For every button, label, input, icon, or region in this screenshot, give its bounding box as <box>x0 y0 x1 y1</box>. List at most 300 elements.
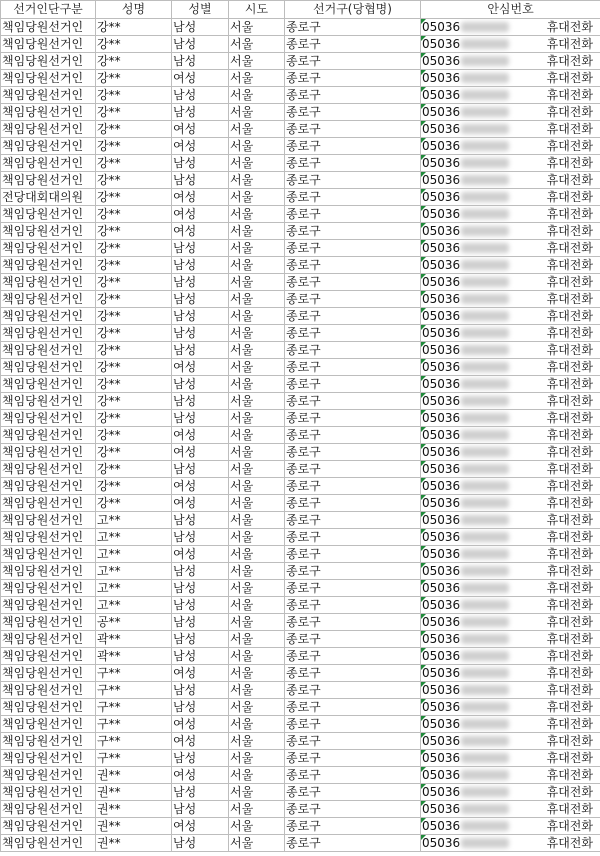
cell-gender[interactable]: 남성 <box>172 682 229 699</box>
cell-voter-type[interactable]: 책임당원선거인 <box>1 121 96 138</box>
cell-city[interactable]: 서울 <box>229 274 285 291</box>
cell-gender[interactable]: 남성 <box>172 512 229 529</box>
cell-voter-type[interactable]: 책임당원선거인 <box>1 223 96 240</box>
cell-safe-number[interactable] <box>421 529 600 546</box>
cell-voter-type[interactable]: 책임당원선거인 <box>1 461 96 478</box>
cell-district[interactable]: 종로구 <box>285 19 421 36</box>
cell-name[interactable]: 권** <box>96 818 172 835</box>
cell-name[interactable]: 강** <box>96 376 172 393</box>
cell-district[interactable]: 종로구 <box>285 53 421 70</box>
cell-city[interactable]: 서울 <box>229 172 285 189</box>
cell-district[interactable]: 종로구 <box>285 36 421 53</box>
cell-gender[interactable]: 남성 <box>172 325 229 342</box>
cell-gender[interactable]: 남성 <box>172 835 229 852</box>
cell-safe-number[interactable] <box>421 665 600 682</box>
cell-safe-number[interactable] <box>421 342 600 359</box>
cell-safe-number[interactable] <box>421 240 600 257</box>
cell-gender[interactable]: 남성 <box>172 461 229 478</box>
cell-city[interactable]: 서울 <box>229 750 285 767</box>
cell-gender[interactable]: 남성 <box>172 750 229 767</box>
cell-district[interactable]: 종로구 <box>285 138 421 155</box>
cell-district[interactable]: 종로구 <box>285 70 421 87</box>
cell-district[interactable]: 종로구 <box>285 223 421 240</box>
cell-safe-number[interactable] <box>421 104 600 121</box>
cell-name[interactable]: 구** <box>96 750 172 767</box>
cell-gender[interactable]: 남성 <box>172 410 229 427</box>
cell-gender[interactable]: 남성 <box>172 342 229 359</box>
cell-gender[interactable]: 여성 <box>172 121 229 138</box>
cell-name[interactable]: 강** <box>96 478 172 495</box>
cell-name[interactable]: 강** <box>96 155 172 172</box>
cell-city[interactable]: 서울 <box>229 53 285 70</box>
cell-name[interactable]: 강** <box>96 308 172 325</box>
cell-gender[interactable]: 여성 <box>172 359 229 376</box>
cell-safe-number[interactable] <box>421 546 600 563</box>
cell-voter-type[interactable]: 책임당원선거인 <box>1 240 96 257</box>
cell-name[interactable]: 강** <box>96 444 172 461</box>
cell-name[interactable]: 권** <box>96 767 172 784</box>
cell-safe-number[interactable] <box>421 70 600 87</box>
cell-gender[interactable]: 남성 <box>172 648 229 665</box>
cell-district[interactable]: 종로구 <box>285 291 421 308</box>
cell-name[interactable]: 곽** <box>96 631 172 648</box>
cell-district[interactable]: 종로구 <box>285 121 421 138</box>
cell-city[interactable]: 서울 <box>229 342 285 359</box>
cell-name[interactable]: 강** <box>96 257 172 274</box>
header-district[interactable]: 선거구(당협명) <box>285 1 421 19</box>
cell-gender[interactable]: 여성 <box>172 478 229 495</box>
cell-voter-type[interactable]: 책임당원선거인 <box>1 682 96 699</box>
cell-safe-number[interactable] <box>421 427 600 444</box>
cell-district[interactable]: 종로구 <box>285 512 421 529</box>
cell-name[interactable]: 권** <box>96 784 172 801</box>
cell-city[interactable]: 서울 <box>229 614 285 631</box>
cell-safe-number[interactable] <box>421 699 600 716</box>
cell-name[interactable]: 강** <box>96 87 172 104</box>
cell-name[interactable]: 권** <box>96 835 172 852</box>
cell-safe-number[interactable] <box>421 563 600 580</box>
cell-gender[interactable]: 남성 <box>172 155 229 172</box>
cell-name[interactable]: 고** <box>96 512 172 529</box>
cell-district[interactable]: 종로구 <box>285 376 421 393</box>
cell-safe-number[interactable] <box>421 410 600 427</box>
cell-city[interactable]: 서울 <box>229 699 285 716</box>
cell-gender[interactable]: 남성 <box>172 36 229 53</box>
cell-gender[interactable]: 여성 <box>172 767 229 784</box>
cell-safe-number[interactable] <box>421 155 600 172</box>
cell-gender[interactable]: 남성 <box>172 257 229 274</box>
cell-voter-type[interactable]: 책임당원선거인 <box>1 801 96 818</box>
cell-voter-type[interactable]: 책임당원선거인 <box>1 291 96 308</box>
cell-name[interactable]: 강** <box>96 240 172 257</box>
cell-gender[interactable]: 남성 <box>172 801 229 818</box>
cell-city[interactable]: 서울 <box>229 155 285 172</box>
cell-city[interactable]: 서울 <box>229 393 285 410</box>
cell-name[interactable]: 구** <box>96 733 172 750</box>
cell-district[interactable]: 종로구 <box>285 308 421 325</box>
cell-city[interactable]: 서울 <box>229 818 285 835</box>
cell-name[interactable]: 강** <box>96 138 172 155</box>
cell-district[interactable]: 종로구 <box>285 172 421 189</box>
cell-city[interactable]: 서울 <box>229 580 285 597</box>
cell-voter-type[interactable]: 책임당원선거인 <box>1 563 96 580</box>
cell-city[interactable]: 서울 <box>229 308 285 325</box>
cell-safe-number[interactable] <box>421 801 600 818</box>
cell-gender[interactable]: 여성 <box>172 189 229 206</box>
cell-name[interactable]: 고** <box>96 529 172 546</box>
cell-name[interactable]: 구** <box>96 716 172 733</box>
cell-city[interactable]: 서울 <box>229 801 285 818</box>
cell-name[interactable]: 권** <box>96 801 172 818</box>
cell-voter-type[interactable]: 책임당원선거인 <box>1 478 96 495</box>
cell-voter-type[interactable]: 책임당원선거인 <box>1 393 96 410</box>
cell-city[interactable]: 서울 <box>229 257 285 274</box>
cell-safe-number[interactable] <box>421 291 600 308</box>
cell-city[interactable]: 서울 <box>229 189 285 206</box>
cell-city[interactable]: 서울 <box>229 223 285 240</box>
cell-gender[interactable]: 여성 <box>172 138 229 155</box>
cell-city[interactable]: 서울 <box>229 444 285 461</box>
cell-district[interactable]: 종로구 <box>285 393 421 410</box>
cell-safe-number[interactable] <box>421 597 600 614</box>
cell-voter-type[interactable]: 책임당원선거인 <box>1 716 96 733</box>
cell-district[interactable]: 종로구 <box>285 750 421 767</box>
cell-city[interactable]: 서울 <box>229 19 285 36</box>
cell-gender[interactable]: 남성 <box>172 597 229 614</box>
cell-safe-number[interactable] <box>421 648 600 665</box>
cell-gender[interactable]: 남성 <box>172 563 229 580</box>
cell-voter-type[interactable]: 책임당원선거인 <box>1 70 96 87</box>
cell-gender[interactable]: 여성 <box>172 70 229 87</box>
cell-name[interactable]: 강** <box>96 19 172 36</box>
cell-voter-type[interactable]: 책임당원선거인 <box>1 257 96 274</box>
cell-name[interactable]: 강** <box>96 104 172 121</box>
cell-gender[interactable]: 남성 <box>172 308 229 325</box>
cell-city[interactable]: 서울 <box>229 291 285 308</box>
cell-gender[interactable]: 여성 <box>172 546 229 563</box>
cell-city[interactable]: 서울 <box>229 104 285 121</box>
cell-safe-number[interactable] <box>421 325 600 342</box>
cell-voter-type[interactable]: 책임당원선거인 <box>1 427 96 444</box>
cell-gender[interactable]: 여성 <box>172 733 229 750</box>
cell-district[interactable]: 종로구 <box>285 682 421 699</box>
cell-gender[interactable]: 여성 <box>172 206 229 223</box>
cell-safe-number[interactable] <box>421 393 600 410</box>
cell-voter-type[interactable]: 책임당원선거인 <box>1 580 96 597</box>
cell-gender[interactable]: 남성 <box>172 529 229 546</box>
cell-district[interactable]: 종로구 <box>285 325 421 342</box>
cell-district[interactable]: 종로구 <box>285 563 421 580</box>
cell-city[interactable]: 서울 <box>229 461 285 478</box>
cell-city[interactable]: 서울 <box>229 546 285 563</box>
cell-city[interactable]: 서울 <box>229 495 285 512</box>
cell-name[interactable]: 구** <box>96 665 172 682</box>
cell-city[interactable]: 서울 <box>229 240 285 257</box>
cell-district[interactable]: 종로구 <box>285 478 421 495</box>
cell-voter-type[interactable]: 책임당원선거인 <box>1 529 96 546</box>
cell-safe-number[interactable] <box>421 580 600 597</box>
cell-gender[interactable]: 남성 <box>172 240 229 257</box>
cell-district[interactable]: 종로구 <box>285 444 421 461</box>
cell-name[interactable]: 고** <box>96 563 172 580</box>
header-voter-type[interactable]: 선거인단구분 <box>1 1 96 19</box>
cell-district[interactable]: 종로구 <box>285 767 421 784</box>
cell-district[interactable]: 종로구 <box>285 784 421 801</box>
cell-city[interactable]: 서울 <box>229 597 285 614</box>
cell-name[interactable]: 강** <box>96 53 172 70</box>
cell-voter-type[interactable]: 책임당원선거인 <box>1 308 96 325</box>
cell-name[interactable]: 강** <box>96 342 172 359</box>
cell-city[interactable]: 서울 <box>229 682 285 699</box>
cell-safe-number[interactable] <box>421 87 600 104</box>
cell-city[interactable]: 서울 <box>229 665 285 682</box>
cell-safe-number[interactable] <box>421 733 600 750</box>
cell-name[interactable]: 고** <box>96 546 172 563</box>
cell-gender[interactable]: 남성 <box>172 104 229 121</box>
cell-name[interactable]: 구** <box>96 699 172 716</box>
cell-city[interactable]: 서울 <box>229 767 285 784</box>
cell-name[interactable]: 강** <box>96 495 172 512</box>
cell-district[interactable]: 종로구 <box>285 818 421 835</box>
cell-district[interactable]: 종로구 <box>285 716 421 733</box>
cell-voter-type[interactable]: 책임당원선거인 <box>1 733 96 750</box>
cell-city[interactable]: 서울 <box>229 325 285 342</box>
cell-voter-type[interactable]: 책임당원선거인 <box>1 104 96 121</box>
cell-safe-number[interactable] <box>421 614 600 631</box>
cell-safe-number[interactable] <box>421 818 600 835</box>
cell-city[interactable]: 서울 <box>229 563 285 580</box>
cell-city[interactable]: 서울 <box>229 138 285 155</box>
cell-name[interactable]: 강** <box>96 189 172 206</box>
cell-safe-number[interactable] <box>421 444 600 461</box>
cell-name[interactable]: 강** <box>96 325 172 342</box>
cell-district[interactable]: 종로구 <box>285 274 421 291</box>
cell-name[interactable]: 강** <box>96 223 172 240</box>
cell-voter-type[interactable]: 책임당원선거인 <box>1 648 96 665</box>
cell-voter-type[interactable]: 책임당원선거인 <box>1 665 96 682</box>
cell-district[interactable]: 종로구 <box>285 461 421 478</box>
cell-name[interactable]: 곽** <box>96 648 172 665</box>
cell-voter-type[interactable]: 책임당원선거인 <box>1 699 96 716</box>
cell-safe-number[interactable] <box>421 478 600 495</box>
cell-voter-type[interactable]: 책임당원선거인 <box>1 495 96 512</box>
cell-voter-type[interactable]: 책임당원선거인 <box>1 750 96 767</box>
cell-city[interactable]: 서울 <box>229 376 285 393</box>
cell-gender[interactable]: 여성 <box>172 427 229 444</box>
header-safe-number[interactable]: 안심번호 <box>421 1 600 19</box>
cell-gender[interactable]: 남성 <box>172 631 229 648</box>
cell-name[interactable]: 공** <box>96 614 172 631</box>
cell-safe-number[interactable] <box>421 138 600 155</box>
cell-voter-type[interactable]: 책임당원선거인 <box>1 53 96 70</box>
cell-name[interactable]: 강** <box>96 410 172 427</box>
cell-city[interactable]: 서울 <box>229 648 285 665</box>
header-city[interactable]: 시도 <box>229 1 285 19</box>
cell-voter-type[interactable]: 책임당원선거인 <box>1 274 96 291</box>
cell-voter-type[interactable]: 책임당원선거인 <box>1 410 96 427</box>
cell-district[interactable]: 종로구 <box>285 359 421 376</box>
cell-district[interactable]: 종로구 <box>285 597 421 614</box>
cell-voter-type[interactable]: 책임당원선거인 <box>1 512 96 529</box>
cell-district[interactable]: 종로구 <box>285 665 421 682</box>
cell-city[interactable]: 서울 <box>229 121 285 138</box>
header-name[interactable]: 성명 <box>96 1 172 19</box>
cell-gender[interactable]: 여성 <box>172 223 229 240</box>
cell-district[interactable]: 종로구 <box>285 546 421 563</box>
cell-voter-type[interactable]: 책임당원선거인 <box>1 19 96 36</box>
cell-district[interactable]: 종로구 <box>285 104 421 121</box>
cell-safe-number[interactable] <box>421 308 600 325</box>
cell-safe-number[interactable] <box>421 359 600 376</box>
cell-district[interactable]: 종로구 <box>285 189 421 206</box>
cell-safe-number[interactable] <box>421 223 600 240</box>
cell-gender[interactable]: 남성 <box>172 172 229 189</box>
cell-district[interactable]: 종로구 <box>285 495 421 512</box>
cell-name[interactable]: 강** <box>96 291 172 308</box>
cell-name[interactable]: 강** <box>96 393 172 410</box>
cell-voter-type[interactable]: 책임당원선거인 <box>1 359 96 376</box>
cell-safe-number[interactable] <box>421 53 600 70</box>
cell-district[interactable]: 종로구 <box>285 206 421 223</box>
cell-city[interactable]: 서울 <box>229 359 285 376</box>
cell-voter-type[interactable]: 책임당원선거인 <box>1 376 96 393</box>
cell-gender[interactable]: 여성 <box>172 665 229 682</box>
cell-gender[interactable]: 남성 <box>172 393 229 410</box>
cell-district[interactable]: 종로구 <box>285 801 421 818</box>
cell-city[interactable]: 서울 <box>229 716 285 733</box>
cell-gender[interactable]: 남성 <box>172 699 229 716</box>
cell-voter-type[interactable]: 책임당원선거인 <box>1 325 96 342</box>
cell-city[interactable]: 서울 <box>229 410 285 427</box>
cell-city[interactable]: 서울 <box>229 784 285 801</box>
cell-name[interactable]: 강** <box>96 172 172 189</box>
cell-safe-number[interactable] <box>421 512 600 529</box>
cell-safe-number[interactable] <box>421 495 600 512</box>
cell-district[interactable]: 종로구 <box>285 427 421 444</box>
cell-city[interactable]: 서울 <box>229 631 285 648</box>
cell-voter-type[interactable]: 책임당원선거인 <box>1 835 96 852</box>
cell-district[interactable]: 종로구 <box>285 529 421 546</box>
cell-district[interactable]: 종로구 <box>285 240 421 257</box>
cell-gender[interactable]: 여성 <box>172 716 229 733</box>
cell-safe-number[interactable] <box>421 189 600 206</box>
cell-city[interactable]: 서울 <box>229 36 285 53</box>
cell-voter-type[interactable]: 책임당원선거인 <box>1 342 96 359</box>
cell-name[interactable]: 강** <box>96 70 172 87</box>
cell-gender[interactable]: 남성 <box>172 376 229 393</box>
cell-city[interactable]: 서울 <box>229 512 285 529</box>
cell-safe-number[interactable] <box>421 461 600 478</box>
cell-gender[interactable]: 여성 <box>172 818 229 835</box>
cell-district[interactable]: 종로구 <box>285 342 421 359</box>
cell-name[interactable]: 고** <box>96 597 172 614</box>
cell-district[interactable]: 종로구 <box>285 580 421 597</box>
cell-gender[interactable]: 남성 <box>172 274 229 291</box>
cell-safe-number[interactable] <box>421 716 600 733</box>
cell-voter-type[interactable]: 책임당원선거인 <box>1 631 96 648</box>
cell-safe-number[interactable] <box>421 376 600 393</box>
cell-safe-number[interactable] <box>421 257 600 274</box>
cell-safe-number[interactable] <box>421 750 600 767</box>
cell-city[interactable]: 서울 <box>229 478 285 495</box>
header-gender[interactable]: 성별 <box>172 1 229 19</box>
cell-voter-type[interactable]: 책임당원선거인 <box>1 767 96 784</box>
cell-safe-number[interactable] <box>421 206 600 223</box>
cell-city[interactable]: 서울 <box>229 733 285 750</box>
cell-name[interactable]: 강** <box>96 121 172 138</box>
cell-district[interactable]: 종로구 <box>285 835 421 852</box>
cell-district[interactable]: 종로구 <box>285 699 421 716</box>
cell-name[interactable]: 강** <box>96 36 172 53</box>
cell-voter-type[interactable]: 책임당원선거인 <box>1 597 96 614</box>
cell-district[interactable]: 종로구 <box>285 648 421 665</box>
cell-safe-number[interactable] <box>421 172 600 189</box>
cell-gender[interactable]: 여성 <box>172 495 229 512</box>
cell-safe-number[interactable] <box>421 19 600 36</box>
cell-district[interactable]: 종로구 <box>285 257 421 274</box>
cell-district[interactable]: 종로구 <box>285 410 421 427</box>
cell-voter-type[interactable]: 책임당원선거인 <box>1 36 96 53</box>
cell-city[interactable]: 서울 <box>229 427 285 444</box>
cell-voter-type[interactable]: 책임당원선거인 <box>1 155 96 172</box>
cell-voter-type[interactable]: 책임당원선거인 <box>1 784 96 801</box>
cell-city[interactable]: 서울 <box>229 87 285 104</box>
cell-safe-number[interactable] <box>421 121 600 138</box>
cell-district[interactable]: 종로구 <box>285 733 421 750</box>
cell-voter-type[interactable]: 책임당원선거인 <box>1 546 96 563</box>
cell-gender[interactable]: 여성 <box>172 444 229 461</box>
cell-gender[interactable]: 남성 <box>172 87 229 104</box>
cell-name[interactable]: 강** <box>96 359 172 376</box>
cell-name[interactable]: 강** <box>96 274 172 291</box>
cell-voter-type[interactable]: 책임당원선거인 <box>1 818 96 835</box>
cell-safe-number[interactable] <box>421 767 600 784</box>
cell-city[interactable]: 서울 <box>229 70 285 87</box>
cell-gender[interactable]: 남성 <box>172 614 229 631</box>
cell-name[interactable]: 강** <box>96 206 172 223</box>
cell-gender[interactable]: 남성 <box>172 291 229 308</box>
cell-voter-type[interactable]: 책임당원선거인 <box>1 614 96 631</box>
cell-safe-number[interactable] <box>421 274 600 291</box>
cell-gender[interactable]: 남성 <box>172 784 229 801</box>
cell-city[interactable]: 서울 <box>229 206 285 223</box>
cell-name[interactable]: 강** <box>96 427 172 444</box>
cell-voter-type[interactable]: 전당대회대의원 <box>1 189 96 206</box>
cell-city[interactable]: 서울 <box>229 835 285 852</box>
cell-name[interactable]: 강** <box>96 461 172 478</box>
cell-voter-type[interactable]: 책임당원선거인 <box>1 138 96 155</box>
cell-voter-type[interactable]: 책임당원선거인 <box>1 206 96 223</box>
cell-district[interactable]: 종로구 <box>285 87 421 104</box>
cell-safe-number[interactable] <box>421 36 600 53</box>
cell-name[interactable]: 고** <box>96 580 172 597</box>
cell-name[interactable]: 구** <box>96 682 172 699</box>
cell-safe-number[interactable] <box>421 784 600 801</box>
cell-safe-number[interactable] <box>421 835 600 852</box>
cell-safe-number[interactable] <box>421 682 600 699</box>
cell-gender[interactable]: 남성 <box>172 580 229 597</box>
cell-gender[interactable]: 남성 <box>172 53 229 70</box>
cell-safe-number[interactable] <box>421 631 600 648</box>
cell-voter-type[interactable]: 책임당원선거인 <box>1 87 96 104</box>
cell-voter-type[interactable]: 책임당원선거인 <box>1 444 96 461</box>
cell-gender[interactable]: 남성 <box>172 19 229 36</box>
cell-district[interactable]: 종로구 <box>285 155 421 172</box>
cell-city[interactable]: 서울 <box>229 529 285 546</box>
cell-voter-type[interactable]: 책임당원선거인 <box>1 172 96 189</box>
cell-district[interactable]: 종로구 <box>285 631 421 648</box>
cell-district[interactable]: 종로구 <box>285 614 421 631</box>
